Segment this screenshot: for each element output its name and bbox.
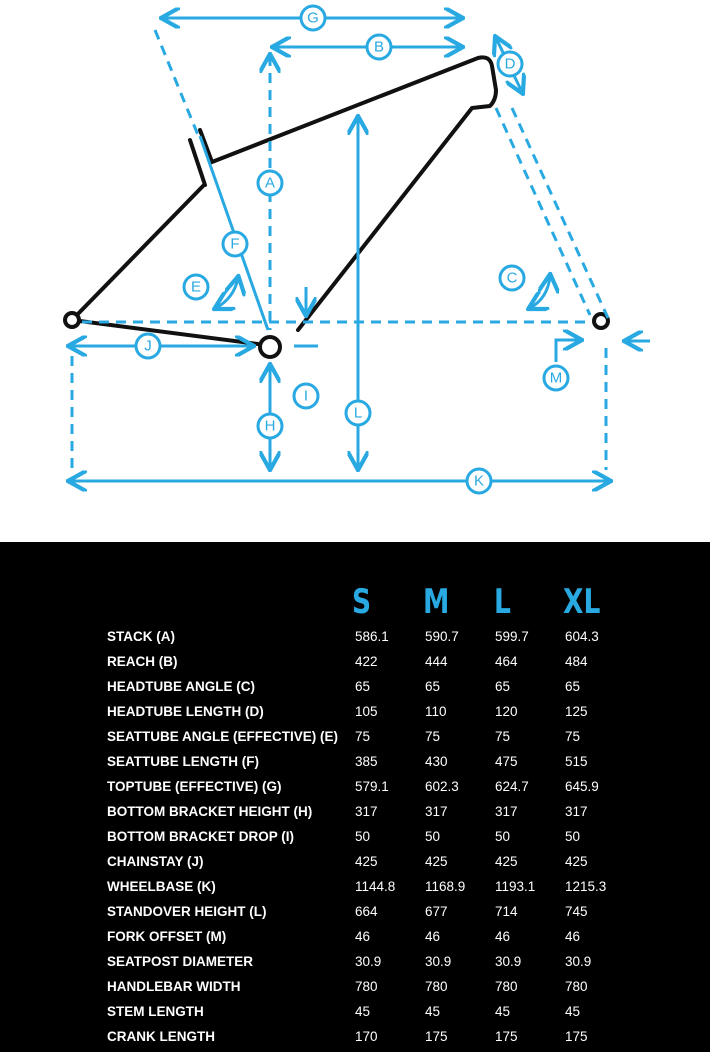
svg-text:D: D xyxy=(504,55,516,73)
table-row xyxy=(0,803,710,828)
svg-text:I: I xyxy=(303,387,309,405)
row-value-s: 45 xyxy=(355,1004,371,1019)
row-value-l: 464 xyxy=(495,654,518,669)
row-value-xl: 645.9 xyxy=(565,779,599,794)
row-value-l: 599.7 xyxy=(495,629,529,644)
dim-arc-e xyxy=(216,278,238,308)
row-value-xl: 125 xyxy=(565,704,588,719)
row-label: REACH (B) xyxy=(107,654,178,669)
row-value-l: 120 xyxy=(495,704,518,719)
row-label: HANDLEBAR WIDTH xyxy=(107,979,241,994)
row-value-s: 664 xyxy=(355,904,378,919)
rear-axle xyxy=(65,313,79,327)
row-value-xl: 46 xyxy=(565,929,581,944)
row-value-m: 317 xyxy=(425,804,448,819)
marker-h xyxy=(258,414,282,438)
row-value-s: 1144.8 xyxy=(355,879,396,894)
chainstay xyxy=(72,320,258,344)
table-row xyxy=(0,1003,710,1028)
row-value-xl: 425 xyxy=(565,854,588,869)
svg-text:C: C xyxy=(506,269,518,287)
size-header-s: S xyxy=(352,582,372,622)
row-label: SEATTUBE ANGLE (EFFECTIVE) (E) xyxy=(107,729,338,744)
marker-b xyxy=(367,35,391,59)
row-value-l: 317 xyxy=(495,804,518,819)
table-row xyxy=(0,1028,710,1053)
dim-arc-c xyxy=(530,276,550,308)
down-tube xyxy=(72,185,204,320)
svg-text:E: E xyxy=(190,278,202,296)
svg-text:J: J xyxy=(144,337,152,355)
row-value-m: 425 xyxy=(425,854,448,869)
row-value-xl: 484 xyxy=(565,654,588,669)
size-header-m: M xyxy=(423,582,450,622)
row-label: CHAINSTAY (J) xyxy=(107,854,204,869)
marker-l xyxy=(346,401,370,425)
row-value-m: 430 xyxy=(425,754,448,769)
row-value-s: 65 xyxy=(355,679,371,694)
row-value-m: 175 xyxy=(425,1029,448,1044)
svg-text:G: G xyxy=(307,9,319,27)
row-value-s: 579.1 xyxy=(355,779,389,794)
table-row xyxy=(0,703,710,728)
row-value-m: 780 xyxy=(425,979,448,994)
row-label: SEATPOST DIAMETER xyxy=(107,954,254,969)
table-row xyxy=(0,778,710,803)
marker-f xyxy=(223,232,247,256)
row-value-l: 65 xyxy=(495,679,511,694)
row-value-xl: 1215.3 xyxy=(565,879,607,894)
svg-text:K: K xyxy=(473,472,485,490)
marker-g xyxy=(301,6,325,30)
dim-ext-g xyxy=(155,30,200,140)
table-row xyxy=(0,928,710,953)
row-value-s: 105 xyxy=(355,704,378,719)
row-value-m: 590.7 xyxy=(425,629,459,644)
row-value-l: 780 xyxy=(495,979,518,994)
row-value-xl: 604.3 xyxy=(565,629,599,644)
dim-line-m xyxy=(556,340,580,362)
row-value-m: 444 xyxy=(425,654,448,669)
row-value-s: 385 xyxy=(355,754,378,769)
row-value-s: 46 xyxy=(355,929,371,944)
table-row xyxy=(0,628,710,653)
row-label: HEADTUBE ANGLE (C) xyxy=(107,679,255,694)
table-row xyxy=(0,853,710,878)
row-value-m: 75 xyxy=(425,729,441,744)
row-value-xl: 780 xyxy=(565,979,588,994)
dimension-markers xyxy=(136,6,568,493)
row-value-m: 30.9 xyxy=(425,954,452,969)
geometry-table xyxy=(0,542,710,1052)
marker-e xyxy=(184,275,208,299)
row-value-xl: 175 xyxy=(565,1029,588,1044)
marker-a xyxy=(258,171,282,195)
svg-text:F: F xyxy=(230,235,240,253)
row-value-m: 602.3 xyxy=(425,779,459,794)
row-value-l: 475 xyxy=(495,754,518,769)
row-value-s: 170 xyxy=(355,1029,378,1044)
row-value-s: 586.1 xyxy=(355,629,389,644)
bottom-bracket xyxy=(260,337,280,357)
row-label: TOPTUBE (EFFECTIVE) (G) xyxy=(107,779,282,794)
row-label: BOTTOM BRACKET HEIGHT (H) xyxy=(107,804,313,819)
svg-text:M: M xyxy=(549,369,563,387)
table-row xyxy=(0,653,710,678)
svg-text:B: B xyxy=(373,38,385,56)
row-value-l: 45 xyxy=(495,1004,511,1019)
table-row xyxy=(0,753,710,778)
row-value-s: 50 xyxy=(355,829,371,844)
row-value-l: 714 xyxy=(495,904,518,919)
bike-frame xyxy=(72,57,496,344)
row-value-s: 780 xyxy=(355,979,378,994)
marker-m xyxy=(544,366,568,390)
row-value-xl: 745 xyxy=(565,904,588,919)
row-value-m: 45 xyxy=(425,1004,441,1019)
row-value-xl: 45 xyxy=(565,1004,581,1019)
row-value-l: 30.9 xyxy=(495,954,522,969)
row-value-m: 110 xyxy=(425,704,447,719)
size-header-l: L xyxy=(494,582,511,622)
svg-text:A: A xyxy=(264,174,276,192)
dim-ext-steer-2 xyxy=(512,108,608,318)
row-value-l: 46 xyxy=(495,929,511,944)
row-label: STACK (A) xyxy=(107,629,175,644)
row-label: STEM LENGTH xyxy=(107,1004,204,1019)
row-value-s: 422 xyxy=(355,654,378,669)
row-value-l: 75 xyxy=(495,729,511,744)
row-value-s: 30.9 xyxy=(355,954,382,969)
row-value-s: 317 xyxy=(355,804,378,819)
marker-i xyxy=(294,384,318,408)
row-value-m: 1168.9 xyxy=(425,879,466,894)
row-label: WHEELBASE (K) xyxy=(107,879,216,894)
row-value-l: 425 xyxy=(495,854,518,869)
row-value-m: 677 xyxy=(425,904,448,919)
row-value-xl: 317 xyxy=(565,804,588,819)
row-value-xl: 75 xyxy=(565,729,581,744)
table-row xyxy=(0,953,710,978)
row-label: HEADTUBE LENGTH (D) xyxy=(107,704,264,719)
table-row xyxy=(0,903,710,928)
row-value-m: 65 xyxy=(425,679,441,694)
marker-d xyxy=(498,52,522,76)
row-label: CRANK LENGTH xyxy=(107,1029,215,1044)
row-value-xl: 515 xyxy=(565,754,588,769)
row-value-l: 624.7 xyxy=(495,779,529,794)
table-row xyxy=(0,828,710,853)
row-label: STANDOVER HEIGHT (L) xyxy=(107,904,267,919)
row-value-m: 46 xyxy=(425,929,441,944)
row-value-s: 425 xyxy=(355,854,378,869)
table-row xyxy=(0,728,710,753)
row-label: BOTTOM BRACKET DROP (I) xyxy=(107,829,294,844)
table-row xyxy=(0,978,710,1003)
row-value-xl: 30.9 xyxy=(565,954,592,969)
marker-c xyxy=(500,266,524,290)
table-row xyxy=(0,678,710,703)
row-value-s: 75 xyxy=(355,729,371,744)
size-header-xl: XL xyxy=(563,582,601,622)
row-value-m: 50 xyxy=(425,829,441,844)
row-value-xl: 50 xyxy=(565,829,581,844)
row-value-l: 175 xyxy=(495,1029,518,1044)
svg-text:L: L xyxy=(353,404,363,422)
marker-k xyxy=(467,469,491,493)
row-value-l: 1193.1 xyxy=(495,879,536,894)
row-value-xl: 65 xyxy=(565,679,581,694)
row-label: SEATTUBE LENGTH (F) xyxy=(107,754,259,769)
table-row xyxy=(0,878,710,903)
row-value-l: 50 xyxy=(495,829,511,844)
svg-text:H: H xyxy=(264,417,276,435)
marker-j xyxy=(136,334,160,358)
row-label: FORK OFFSET (M) xyxy=(107,929,227,944)
